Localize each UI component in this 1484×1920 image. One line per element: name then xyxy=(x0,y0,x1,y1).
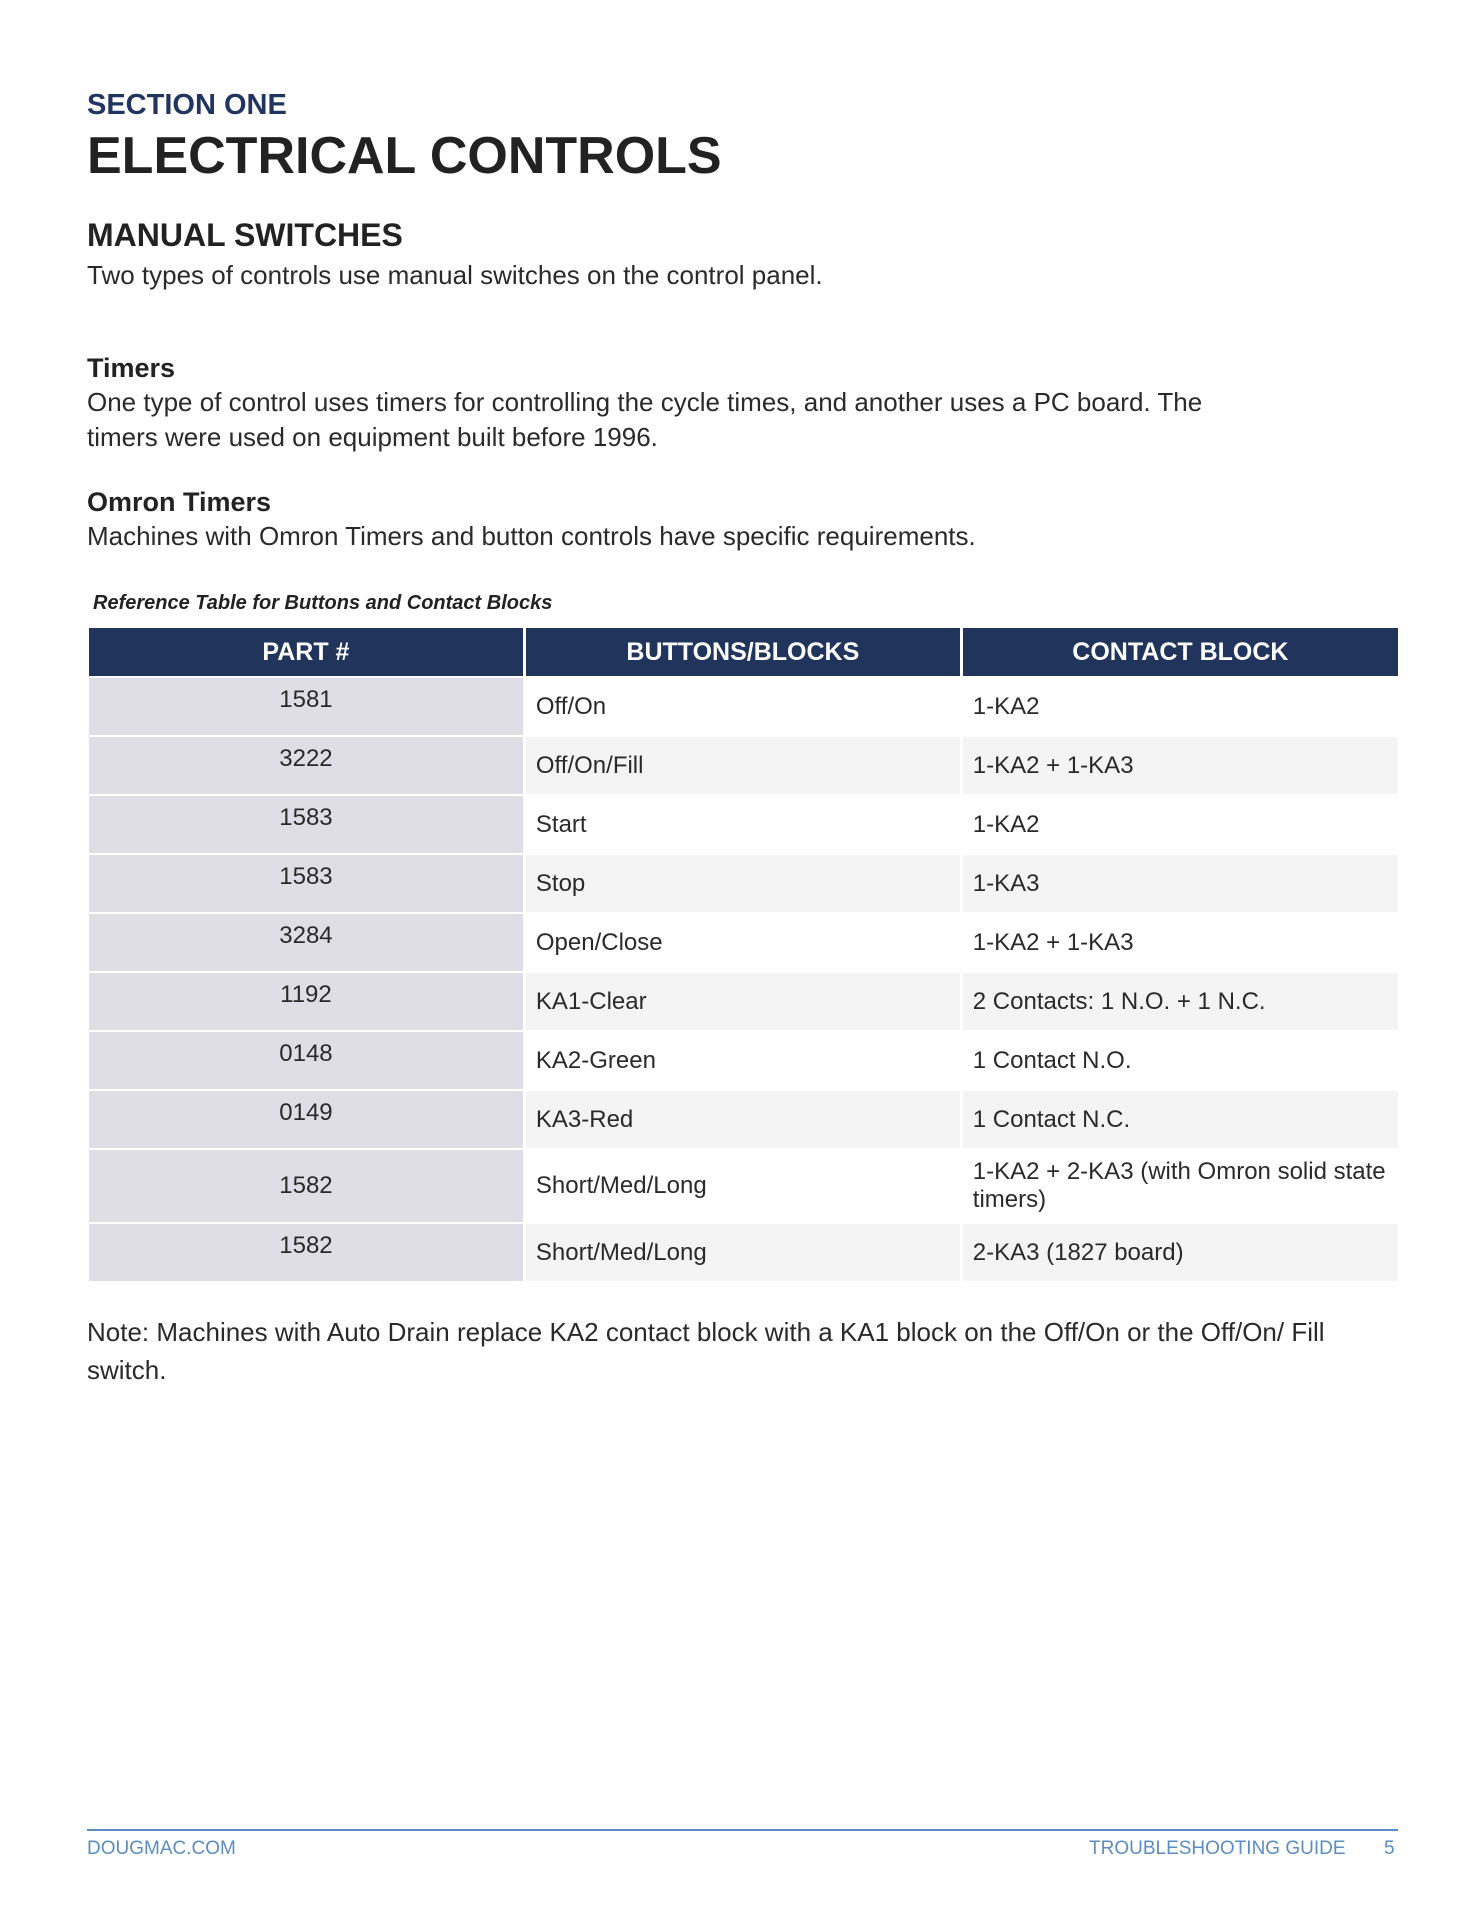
cell-part: 3284 xyxy=(89,914,523,971)
cell-buttons: Open/Close xyxy=(526,914,960,971)
table-row xyxy=(89,855,1398,912)
cell-buttons: Off/On/Fill xyxy=(526,737,960,794)
footer-site-link[interactable]: DOUGMAC.COM xyxy=(87,1838,236,1859)
cell-buttons: Short/Med/Long xyxy=(526,1150,960,1222)
cell-contact: 1-KA2 + 1-KA3 xyxy=(963,914,1398,971)
header-buttons: BUTTONS/BLOCKS xyxy=(526,628,960,676)
cell-contact: 1-KA2 + 1-KA3 xyxy=(963,737,1398,794)
header-part: PART # xyxy=(89,628,523,676)
table-row xyxy=(89,678,1398,735)
cell-contact: 1-KA2 xyxy=(963,678,1398,735)
cell-buttons: Stop xyxy=(526,855,960,912)
table-caption: Reference Table for Buttons and Contact Blocks xyxy=(93,592,553,614)
reference-table xyxy=(86,626,1401,1283)
note-text: Note: Machines with Auto Drain replace KA2 contact block with a KA1 block on the Off/On or the Off/On/ Fill switch. xyxy=(87,1317,1325,1385)
cell-contact: 1-KA2 + 2-KA3 (with Omron solid state timers) xyxy=(963,1150,1398,1222)
manual-switches-text: Two types of controls use manual switches on the control panel. xyxy=(87,260,823,290)
table-row xyxy=(89,1150,1398,1222)
cell-buttons: KA2-Green xyxy=(526,1032,960,1089)
header-contact: CONTACT BLOCK xyxy=(963,628,1398,676)
cell-part: 1583 xyxy=(89,855,523,912)
cell-contact: 1-KA3 xyxy=(963,855,1398,912)
cell-part: 1192 xyxy=(89,973,523,1030)
cell-buttons: Short/Med/Long xyxy=(526,1224,960,1281)
manual-switches-heading: MANUAL SWITCHES xyxy=(87,217,403,253)
table-row xyxy=(89,1224,1398,1281)
cell-part: 3222 xyxy=(89,737,523,794)
omron-heading: Omron Timers xyxy=(87,487,272,517)
table-row xyxy=(89,1091,1398,1148)
cell-part: 1581 xyxy=(89,678,523,735)
page-title: ELECTRICAL CONTROLS xyxy=(87,127,722,185)
cell-contact: 2-KA3 (1827 board) xyxy=(963,1224,1398,1281)
table-row xyxy=(89,796,1398,853)
content xyxy=(87,88,1399,1389)
footer-rule xyxy=(87,1829,1398,1831)
timers-heading: Timers xyxy=(87,353,176,383)
cell-part: 1582 xyxy=(89,1150,523,1222)
cell-buttons: Start xyxy=(526,796,960,853)
table-header-row xyxy=(89,628,1398,676)
table-row xyxy=(89,737,1398,794)
cell-contact: 2 Contacts: 1 N.O. + 1 N.C. xyxy=(963,973,1398,1030)
cell-buttons: KA3-Red xyxy=(526,1091,960,1148)
table-row xyxy=(89,914,1398,971)
cell-part: 1583 xyxy=(89,796,523,853)
table-row xyxy=(89,973,1398,1030)
cell-contact: 1 Contact N.C. xyxy=(963,1091,1398,1148)
timers-text: One type of control uses timers for controlling the cycle times, and another uses a PC board. The timers were used on equipment built before 1996. xyxy=(87,387,1203,452)
omron-text: Machines with Omron Timers and button controls have specific requirements. xyxy=(87,521,976,551)
page-number: 5 xyxy=(1384,1838,1395,1859)
cell-contact: 1-KA2 xyxy=(963,796,1398,853)
cell-buttons: KA1-Clear xyxy=(526,973,960,1030)
cell-part: 1582 xyxy=(89,1224,523,1281)
cell-part: 0149 xyxy=(89,1091,523,1148)
cell-part: 0148 xyxy=(89,1032,523,1089)
section-label: SECTION ONE xyxy=(87,89,287,121)
cell-contact: 1 Contact N.O. xyxy=(963,1032,1398,1089)
footer-guide-title: TROUBLESHOOTING GUIDE xyxy=(1089,1838,1346,1859)
table-row xyxy=(89,1032,1398,1089)
cell-buttons: Off/On xyxy=(526,678,960,735)
